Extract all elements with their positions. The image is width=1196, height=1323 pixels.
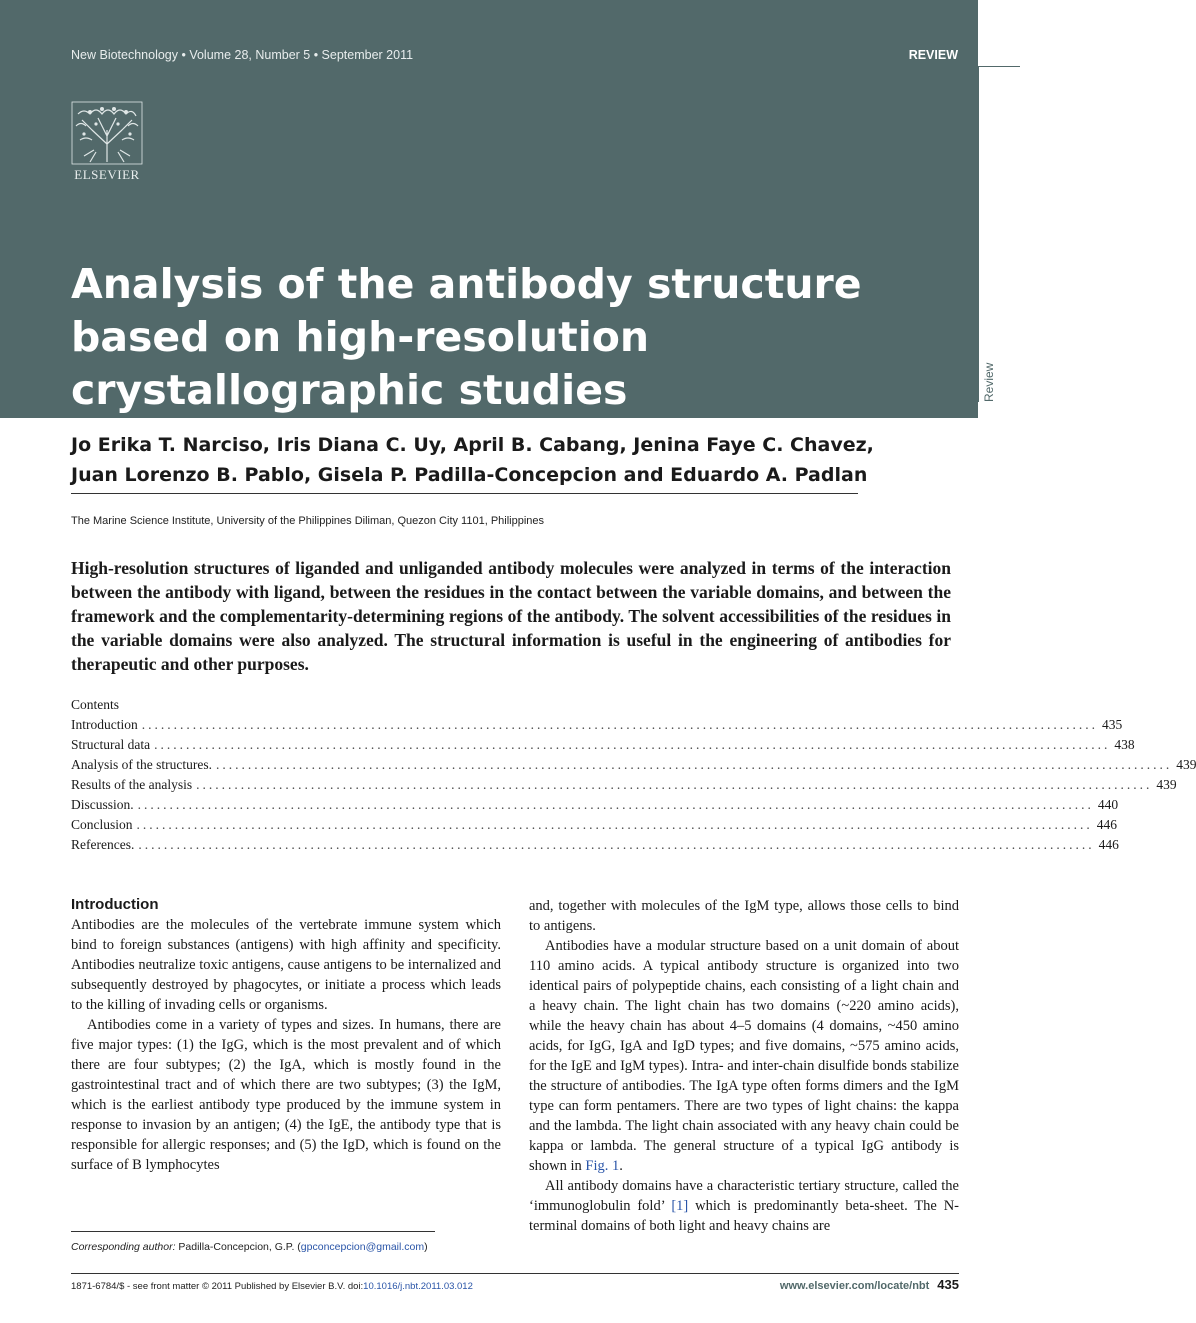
author-divider: [71, 493, 858, 494]
toc-leader: ......................................................................................................................................................: [138, 837, 1095, 852]
paragraph-text: All antibody domains have a characteristic tertiary structure, called the ‘immunoglobulin fold’: [529, 1178, 959, 1214]
toc-item-page: 438: [1114, 737, 1135, 752]
toc-item-page: 446: [1096, 817, 1118, 832]
toc-item-discussion[interactable]: [71, 795, 1119, 815]
toc-item-structural-data[interactable]: [71, 735, 1135, 755]
toc-leader: ......................................................................................................................................................: [141, 717, 1098, 732]
footer-journal: [780, 1277, 959, 1292]
author-email-link[interactable]: gpconcepcion@gmail.com: [300, 1241, 425, 1253]
toc-item-title: Discussion.: [71, 797, 134, 812]
abstract: High-resolution structures of liganded and unliganded antibody molecules were analyzed in terms of the interaction between the antibody with ligand, between the residues in the contact between the variable domains, and between the framework and the complementarity-determining regions of the antibody. The solvent accessibilities of the residues in the variable domains were also analyzed. The structural information is useful in the engineering of antibodies for therapeutic and other purposes.: [71, 558, 951, 674]
toc-item-page: 439: [1156, 777, 1177, 792]
toc-item-title: Analysis of the structures.: [71, 757, 212, 772]
authors-line-1: Jo Erika T. Narciso, Iris Diana C. Uy, April B. Cabang, Jenina Faye C. Chavez,: [71, 434, 874, 456]
toc-item-introduction[interactable]: [71, 715, 1123, 735]
toc-item-page: 440: [1097, 797, 1119, 812]
toc-leader: ......................................................................................................................................................: [196, 777, 1153, 792]
toc-item-title: Results of the analysis: [71, 777, 193, 792]
footer-copyright: [71, 1281, 473, 1292]
elsevier-logo-text: ELSEVIER: [74, 167, 140, 182]
intro-heading: Introduction: [71, 896, 159, 913]
journal-url-link[interactable]: www.elsevier.com/locate/nbt: [779, 1280, 930, 1292]
toc-item-results[interactable]: [71, 775, 1177, 795]
body-column-left: [71, 895, 501, 1175]
footer-issn: 1871-6784/$ - see front matter © 2011 Published by Elsevier B.V. doi:: [71, 1281, 364, 1292]
toc-leader: ......................................................................................................................................................: [154, 737, 1111, 752]
journal-citation: New Biotechnology • Volume 28, Number 5 • September 2011: [71, 48, 414, 62]
affiliation: The Marine Science Institute, University of the Philippines Diliman, Quezon City 1101, Philippines: [71, 515, 545, 527]
body-paragraph: Antibodies come in a variety of types and sizes. In humans, there are five major types: (1) the IgG, which is the most prevalent and of which there are four subtypes; (2) the IgA, which is mostly found in the gastrointestinal tract and of which there are two subtypes; (3) the IgM, which is the earliest antibody type produced by the immune system in response to invasion by an antigen; (4) the IgE, the antibody type that is responsible for allergic responses; and (5) the IgD, which is found on the surface of B lymphocytes: [71, 1017, 501, 1173]
toc-leader: ......................................................................................................................................................: [215, 757, 1173, 772]
footnote-label: Corresponding author:: [71, 1241, 176, 1253]
paragraph-text: Antibodies have a modular structure based on a unit domain of about 110 amino acids. A typical antibody structure is organized into two identical pairs of polypeptide chains, each consisting of a light chain and a heavy chain. The light chain has two domains (~220 amino acids), while the heavy chain has about 4–5 domains (4 domains, ~450 amino acids, for IgG, IgA and IgD types; and five domains, ~575 amino acids, for the IgE and IgM types). Intra- and inter-chain disulfide bonds stabilize the structure of antibodies. The IgA type often forms dimers and the IgM type can form pentamers. There are two types of light chains: the kappa and the lambda. The light chain associated with any heavy chain could be kappa or lambda. The general structure of a typical IgG antibody is shown in: [529, 938, 959, 1174]
author-list: [71, 430, 901, 490]
body-paragraph: [529, 936, 959, 1176]
corresponding-author-note: Corresponding author: Padilla-Concepcion, G.P. (gpconcepcion@gmail.com): [71, 1241, 428, 1253]
paragraph-text: .: [619, 1158, 623, 1174]
authors-line-2: Juan Lorenzo B. Pablo, Gisela P. Padilla-Concepcion and Eduardo A. Padlan: [71, 464, 868, 486]
figure-link[interactable]: Fig. 1: [585, 1158, 620, 1174]
body-paragraph: and, together with molecules of the IgM type, allows those cells to bind to antigens.: [529, 898, 959, 934]
toc-item-title: References.: [71, 837, 135, 852]
table-of-contents: [71, 695, 1196, 855]
side-label: Review: [982, 362, 996, 402]
toc-item-title: Conclusion: [71, 817, 133, 832]
citation-link[interactable]: [1]: [671, 1198, 689, 1214]
paragraph-text: which is predominantly beta-sheet. The N-terminal domains of both light and heavy chains are: [529, 1198, 960, 1234]
toc-leader: ......................................................................................................................................................: [137, 797, 1094, 812]
doi-link[interactable]: 10.1016/j.nbt.2011.03.012: [363, 1281, 473, 1292]
toc-item-analysis[interactable]: [71, 755, 1196, 775]
toc-item-page: 439: [1176, 757, 1196, 772]
footnote-divider: [71, 1231, 435, 1232]
footer-divider: [71, 1273, 959, 1274]
page-number: 435: [937, 1277, 959, 1292]
body-paragraph: Antibodies are the molecules of the vertebrate immune system which bind to foreign substances (antigens) with high affinity and specificity. Antibodies neutralize toxic antigens, cause antigens to be internalized and subsequently destroyed by phagocytes, or initiate a process which leads to the killing of invading cells or organisms.: [71, 917, 501, 1013]
body-paragraph: [529, 1176, 959, 1236]
toc-item-page: 435: [1102, 717, 1123, 732]
toc-item-title: Structural data: [71, 737, 151, 752]
section-tag: REVIEW: [908, 48, 958, 62]
side-rail: [978, 66, 1020, 402]
toc-item-references[interactable]: [71, 835, 1119, 855]
body-column-right: [529, 896, 959, 1236]
toc-item-page: 446: [1098, 837, 1119, 852]
footnote-name: Padilla-Concepcion, G.P.: [178, 1241, 295, 1253]
toc-item-conclusion[interactable]: [71, 815, 1118, 835]
article-title: Analysis of the antibody structure based on high-resolution crystallographic studies: [71, 260, 862, 414]
contents-heading: Contents: [71, 697, 120, 712]
toc-leader: ......................................................................................................................................................: [136, 817, 1093, 832]
toc-item-title: Introduction: [71, 717, 138, 732]
